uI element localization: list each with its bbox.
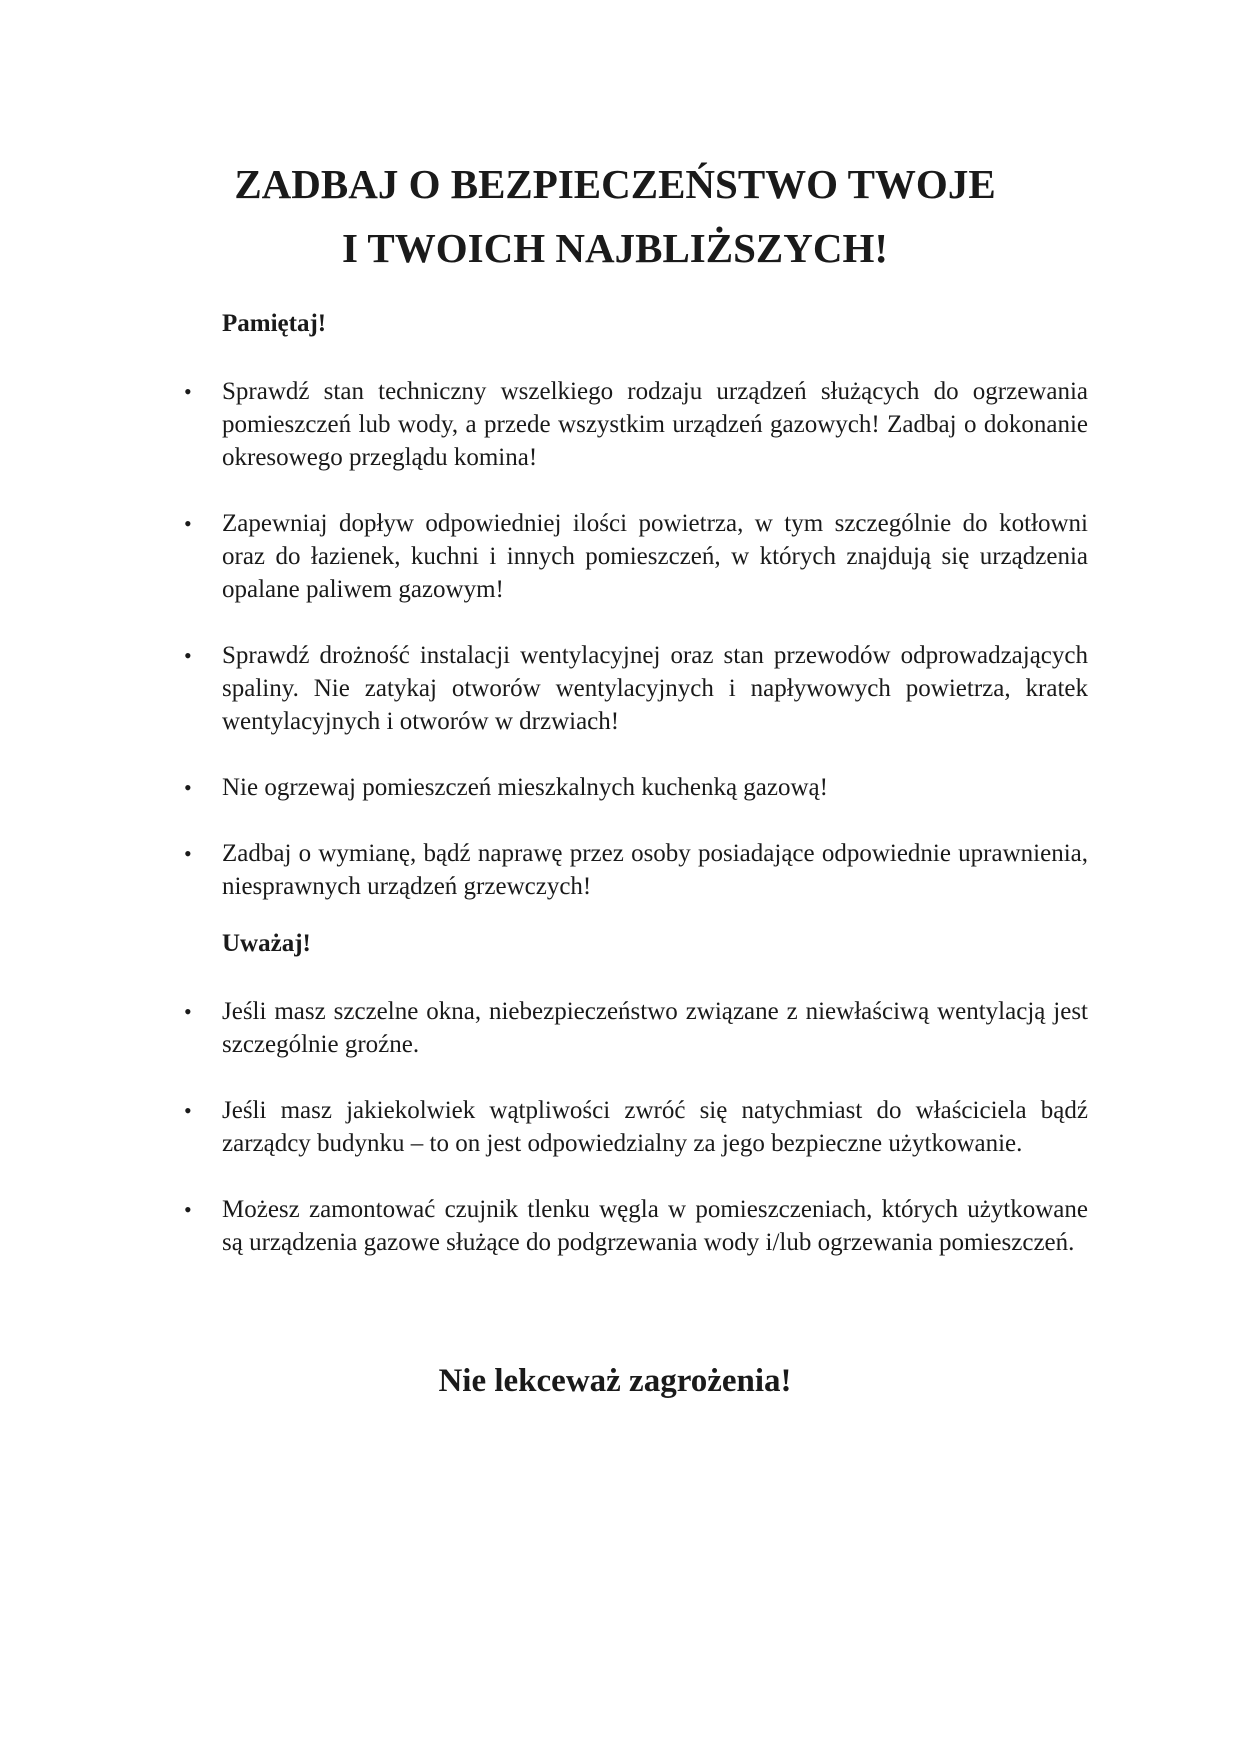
- section-heading-caution: Uważaj!: [222, 930, 311, 957]
- list-item: • Sprawdź stan techniczny wszelkiego rodzaju urządzeń służących do ogrzewania pomieszczeń lub wody, a przede wszystkim urządzeń gazowych! Zadbaj o dokonanie okresowego przeglądu komina!: [184, 375, 1088, 474]
- list-item: • Nie ogrzewaj pomieszczeń mieszkalnych kuchenką gazową!: [184, 771, 1088, 804]
- list-item: • Zapewniaj dopływ odpowiedniej ilości powietrza, w tym szczególnie do kotłowni oraz do łazienek, kuchni i innych pomieszczeń, w których znajdują się urządzenia opalane paliwem gazowym!: [184, 507, 1088, 606]
- remember-list: [184, 375, 1088, 936]
- list-item: • Możesz zamontować czujnik tlenku węgla w pomieszczeniach, których użytkowane są urządzenia gazowe służące do podgrzewania wody i/lub ogrzewania pomieszczeń.: [184, 1193, 1088, 1259]
- caution-list: [184, 995, 1088, 1292]
- title-line-1: ZADBAJ O BEZPIECZEŃSTWO TWOJE: [234, 161, 996, 207]
- page-title: [0, 152, 1240, 280]
- list-item: • Zadbaj o wymianę, bądź naprawę przez osoby posiadające odpowiednie uprawnienia, niesprawnych urządzeń grzewczych!: [184, 837, 1088, 903]
- list-item: • Jeśli masz szczelne okna, niebezpieczeństwo związane z niewłaściwą wentylacją jest szczególnie groźne.: [184, 995, 1088, 1061]
- section-heading-remember: Pamiętaj!: [222, 310, 327, 337]
- closing-warning: Nie lekceważ zagrożenia!: [438, 1363, 792, 1399]
- title-line-2: I TWOICH NAJBLIŻSZYCH!: [341, 225, 889, 271]
- list-item: • Jeśli masz jakiekolwiek wątpliwości zwróć się natychmiast do właściciela bądź zarządcy budynku – to on jest odpowiedzialny za jego bezpieczne użytkowanie.: [184, 1094, 1088, 1160]
- list-item: • Sprawdź drożność instalacji wentylacyjnej oraz stan przewodów odprowadzających spaliny. Nie zatykaj otworów wentylacyjnych i napływowych powietrza, kratek wentylacyjnych i otworów w drzwiach!: [184, 639, 1088, 738]
